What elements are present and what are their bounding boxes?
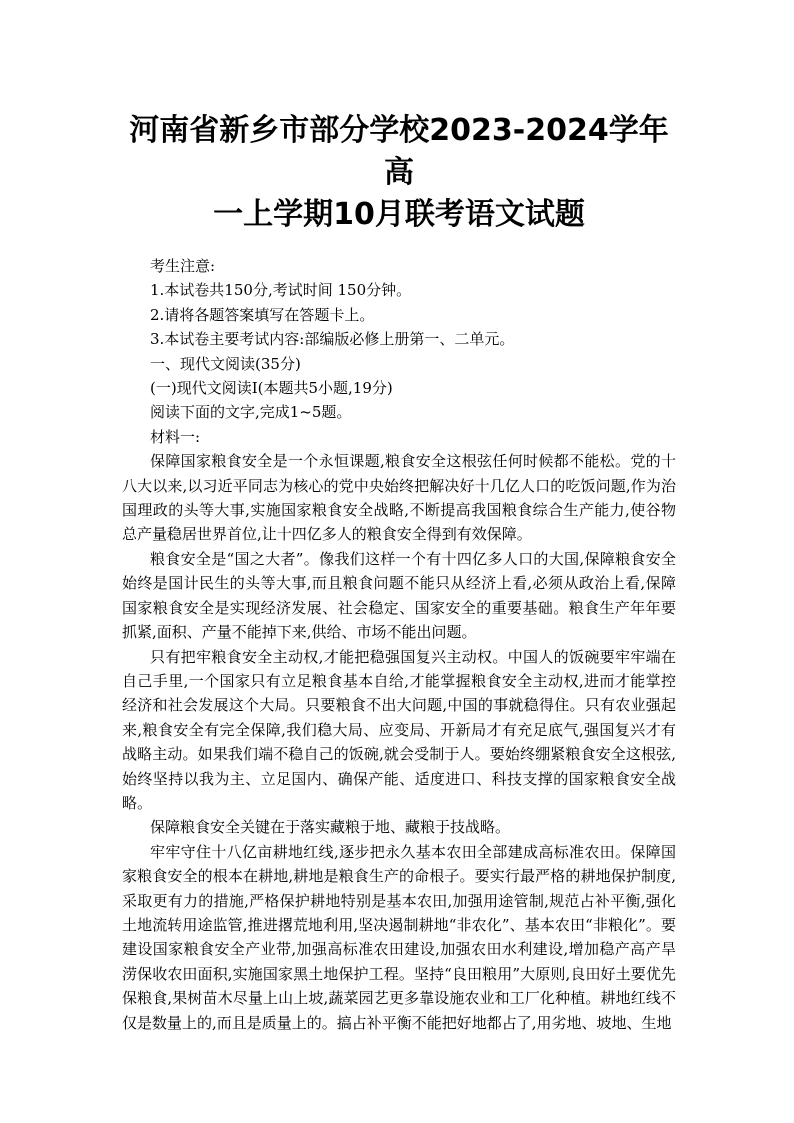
paragraph-5: 牢牢守住十八亿亩耕地红线,逐步把永久基本农田全部建成高标准农田。保障国家粮食安全的根本在耕地,耕地是粮食生产的命根子。要实行最严格的耕地保护制度,采取更有力的措施,严格保护耕地特别是基本农田,加强用途管制,规范占补平衡,强化土地流转用途监管,推进撂荒地利用,坚决遏制耕地“非农化”、基本农田“非粮化”。要建设国家粮食安全产业带,加强高标准农田建设,加强农田水利建设,增加稳产高产旱涝保收农田面积,实施国家黑土地保护工程。坚持“良田粮用”大原则,良田好土要优先保粮食,果树苗木尽量上山上坡,蔬菜园艺更多靠设施农业和工厂化种植。耕地红线不仅是数量上的,而且是质量上的。搞占补平衡不能把好地都占了,用劣地、坡地、生地 xyxy=(122,842,676,1032)
document-body xyxy=(122,254,676,1035)
paragraph-3: 只有把牢粮食安全主动权,才能把稳强国复兴主动权。中国人的饭碗要牢牢端在自己手里,一个国家只有立足粮食基本自给,才能掌握粮食安全主动权,进而才能掌控经济和社会发展这个大局。只要粮食不出大问题,中国的事就稳得住。只有农业强起来,粮食安全有完全保障,我们稳大局、应变局、开新局才有充足底气,强国复兴才有战略主动。如果我们端不稳自己的饭碗,就会受制于人。要始终绷紧粮食安全这根弦,始终坚持以我为主、立足国内、确保产能、适度进口、科技支撑的国家粮食安全战略。 xyxy=(122,647,676,812)
notice-item-3: 3.本试卷主要考试内容:部编版必修上册第一、二单元。 xyxy=(150,330,515,349)
paragraph-1: 保障国家粮食安全是一个永恒课题,粮食安全这根弦任何时候都不能松。党的十八大以来,以习近平同志为核心的党中央始终把解决好十几亿人口的吃饭问题,作为治国理政的头等大事,实施国家粮食安全战略,不断提高我国粮食综合生产能力,使谷物总产量稳居世界首位,让十四亿多人的粮食安全得到有效保障。 xyxy=(122,452,676,544)
title-line-1: 河南省新乡市部分学校2023-2024学年高 xyxy=(129,113,669,190)
reading-instruction: 阅读下面的文字,完成1~5题。 xyxy=(150,403,352,422)
notice-heading: 考生注意: xyxy=(150,257,216,275)
notice-item-2: 2.请将各题答案填写在答题卡上。 xyxy=(150,305,375,324)
subsection-heading: (一)现代文阅读Ⅰ(本题共5小题,19分) xyxy=(150,379,393,398)
section-heading: 一、现代文阅读(35分) xyxy=(150,354,301,373)
paragraph-2: 粮食安全是“国之大者”。像我们这样一个有十四亿多人口的大国,保障粮食安全始终是国计民生的头等大事,而且粮食问题不能只从经济上看,必须从政治上看,保障国家粮食安全是实现经济发展、社会稳定、国家安全的重要基础。粮食生产年年要抓紧,面积、产量不能掉下来,供给、市场不能出问题。 xyxy=(122,549,676,642)
title-line-2: 一上学期10月联考语文试题 xyxy=(213,197,585,232)
notice-item-1: 1.本试卷共150分,考试时间 150分钟。 xyxy=(150,281,412,300)
document-title xyxy=(122,110,676,236)
material-label: 材料一: xyxy=(150,427,201,446)
paragraph-4: 保障粮食安全关键在于落实藏粮于地、藏粮于技战略。 xyxy=(150,818,511,837)
